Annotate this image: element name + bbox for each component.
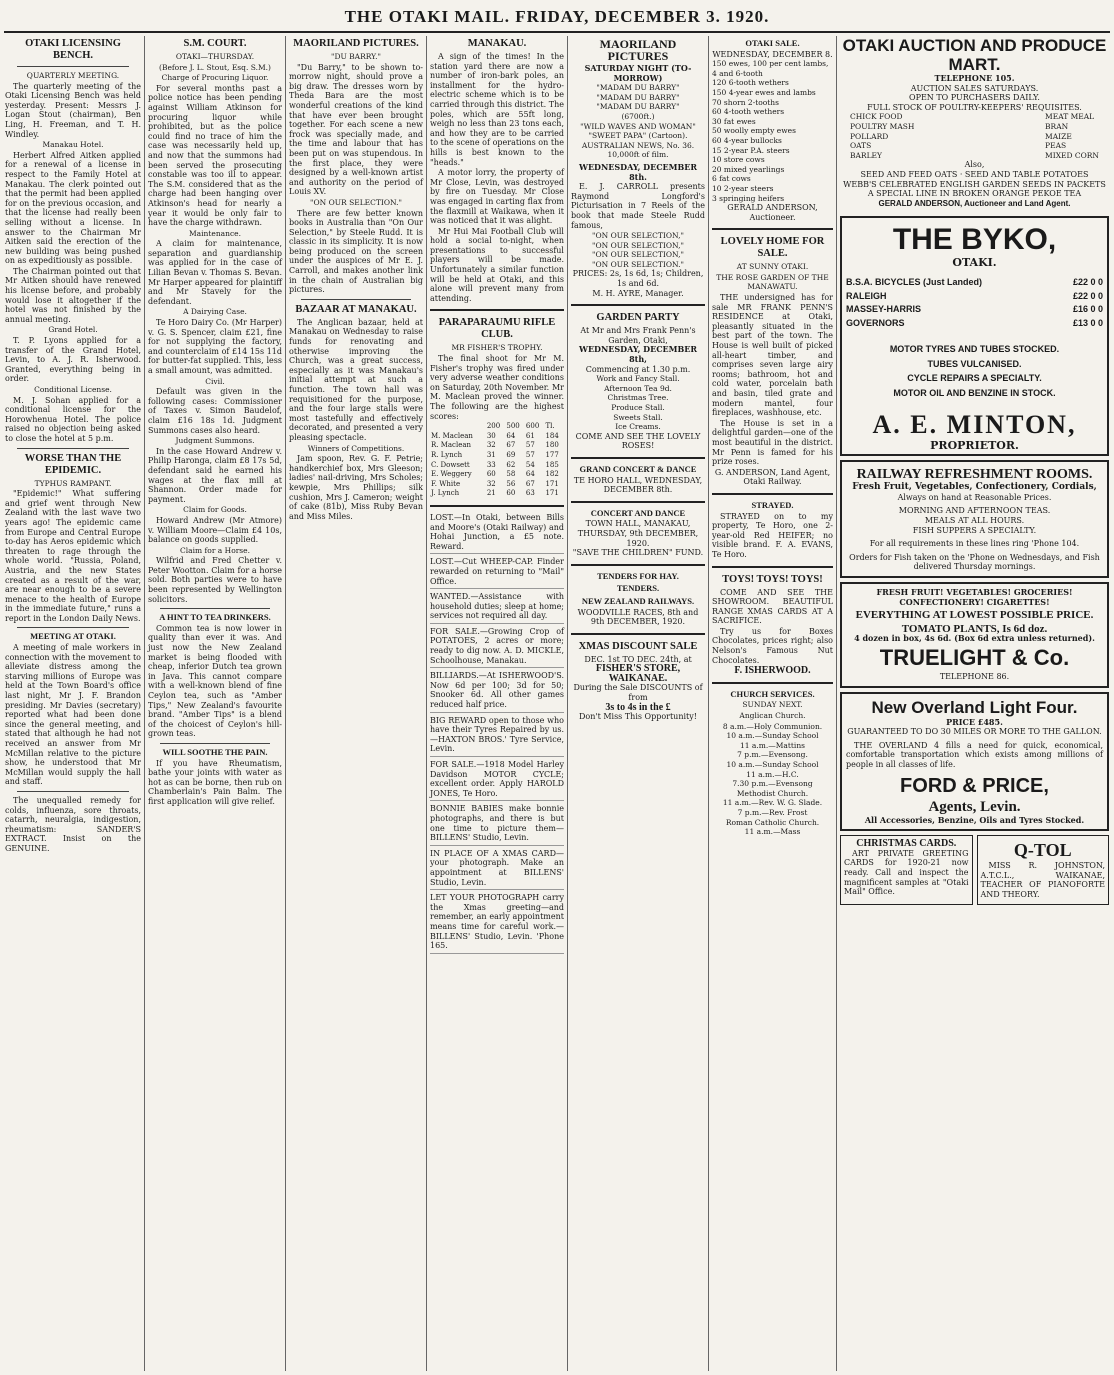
list-item: BARLEY (850, 150, 882, 160)
paragraph: "Epidemic!" What suffering and grief went through New Zealand with the last wave two years ago! The epidemic came from Europe and Central Europe to-day has Aeros epidemic which threaten to rage through the whole world. "Russia, Poland, Austria, and the new States created as a result of the war, are near enough to be a severe menace to the health of Europe in the immediate future," runs a report in the London Daily News. (5, 489, 141, 623)
list-item: CHICK FOOD (850, 112, 903, 122)
paragraph: Jam spoon, Rev. G. F. Petrie; handkerchief box, Mrs Gleeson; ladies' nail-driving, Mrs Scholes; kewpie, Mrs Phillips; silk cushion, Mrs J. Cameron; weight of cake (81b), Miss Ruby Bevan and Miss Miles. (289, 454, 423, 521)
classified-ad: IN PLACE OF A XMAS CARD—your photograph. Make an appointment at BILLENS' Studio, Levin. (430, 849, 564, 890)
paragraph: Default was given in the following cases: Commissioner of Taxes v. Simon Baudelof, claim £16 18s 1d. Judgment Summons cases also heard. (148, 387, 282, 435)
bicycle-price-row: MASSEY-HARRIS £16 0 0 (846, 304, 1103, 315)
list-item: 7.30 p.m.—Evensong (732, 779, 813, 789)
table-row: R. Lynch 31 69 57 177 (431, 450, 559, 459)
list-item: 10,000ft of film. (607, 150, 669, 160)
paragraph: Howard Andrew (Mr Atmore) v. William Moore—Claim £4 10s, balance on goods supplied. (148, 515, 282, 545)
ad-line: GERALD ANDERSON, Auctioneer. (727, 203, 818, 222)
film-list (571, 122, 705, 160)
paragraph: T. P. Lyons applied for a transfer of the Grand Hotel, Levin, to A. J. R. Isherwood. Granted, everything being in order. (5, 336, 141, 384)
list-item: PEAS (1045, 141, 1067, 151)
list-item: 50 woolly empty ewes (712, 126, 796, 136)
list-item: "WILD WAVES AND WOMAN" (580, 121, 696, 131)
ad-line: FISH SUPPERS A SPECIALTY. (912, 525, 1037, 535)
scores-table (430, 422, 564, 499)
paragraph: Try us for Boxes Chocolates, prices right; also Nelson's Famous Nut Chocolates. (712, 626, 833, 665)
paragraph: Common tea is now lower in quality than ever it was. And just now the New Zealand market is being flooded with cheap, inferior Dutch tea grown in Java. This cannot compare with a well-known blend of fine Ceylon tea, such as "Amber Tips," New Zealand's favourite brand. "Amber Tips" is a blend of the choicest of Ceylon's hill-grown teas. (148, 623, 282, 739)
list-item: "MADAM DU BARRY" (596, 102, 680, 112)
ad-line: TE HORO HALL, WEDNESDAY, DECEMBER 8th. (573, 475, 703, 495)
railway-title: RAILWAY REFRESHMENT ROOMS. (856, 467, 1093, 483)
ad-line: "SAVE THE CHILDREN" FUND. (572, 548, 704, 558)
ad-line: CYCLE REPAIRS A SPECIALTY. (907, 373, 1042, 384)
list-item: 60 4-tooth wethers (712, 107, 785, 117)
subhead: Civil. (205, 376, 225, 386)
ad-line: COME AND SEE THE LOVELY ROSES! (575, 431, 701, 451)
ad-line: FISHER'S STORE, WAIKANAE. (595, 663, 681, 684)
paragraph: Wilfrid and Fred Chetter v. Peter Wootton. Claim for a horse sold. Both parties were to have been represented by Wellington solicitors. (148, 556, 282, 604)
list-item: Methodist Church. (736, 788, 809, 798)
classified-ad: WANTED.—Assistance with household duties; sleep at home; services not required all day. (430, 592, 564, 624)
minton: A. E. MINTON, (872, 409, 1077, 439)
list-item: 7 p.m.—Evensong. (737, 750, 808, 760)
paragraph: The House is set in a delightful garden—one of the most beautiful in the district. Mr Penn is famed for his prize roses. (712, 418, 833, 467)
subhead: Maintenance. (189, 228, 241, 238)
ad-line: SEED AND FEED OATS · SEED AND TABLE POTATOES (860, 169, 1089, 179)
list-item: Sweets Stall. (613, 412, 663, 422)
list-item: "ON OUR SELECTION," (592, 231, 684, 241)
subhead: Charge of Procuring Liquor. (161, 73, 269, 83)
headline-otaki-sale: OTAKI SALE. (745, 38, 800, 48)
paragraph: If you have Rheumatism, bathe your joints with water as hot as can be borne, then rub on Chamberlain's Pain Balm. The first application will give relief. (148, 758, 282, 806)
headline-toys: TOYS! TOYS! TOYS! (722, 573, 823, 585)
list-item: AUSTRALIAN NEWS, No. 36. (581, 140, 695, 150)
list-item: BRAN (1045, 121, 1069, 131)
list-item: Roman Catholic Church. (725, 817, 820, 827)
stock-list (712, 59, 833, 203)
subhead: Manakau Hotel. (42, 140, 104, 150)
ad-railway (840, 460, 1109, 578)
bottom-ads (840, 835, 1109, 904)
headline-pain: WILL SOOTHE THE PAIN. (162, 746, 268, 757)
ad-line: 4 dozen in box, 4s 6d. (Box 6d extra unless returned). (854, 633, 1095, 644)
ad-line: WOODVILLE RACES, 8th and 9th DECEMBER, 1920. (577, 607, 699, 627)
ad-line: FULL STOCK OF POULTRY-KEEPERS' REQUISITES. (867, 102, 1082, 112)
ford-title: FORD & PRICE, (900, 774, 1049, 797)
subhead: Conditional License. (34, 385, 112, 394)
ad-line: All Accessories, Benzine, Oils and Tyres Stocked. (864, 814, 1085, 825)
column-1 (2, 36, 144, 1371)
paragraph: A motor lorry, the property of Mr Close, Levin, was destroyed by fire on Tuesday. Mr Close was engaged in carting flax from the flaxmill at Waikawa, when it was noticed that it was alight. (430, 168, 564, 226)
list-item: MIXED CORN (1045, 150, 1099, 160)
services-list (712, 722, 833, 837)
masthead-rule (4, 31, 1110, 33)
table-row: C. Dowsett 33 62 54 185 (431, 460, 559, 469)
ad-line: GERALD ANDERSON, Auctioneer and Land Agent. (878, 198, 1071, 208)
subhead: Winners of Competitions. (307, 443, 405, 453)
list-item: 150 ewes, 100 per cent lambs, 4 and 6-tooth (712, 59, 829, 78)
headline-court: S.M. COURT. (183, 38, 247, 49)
paragraph: The unequalled remedy for colds, influenza, sore throats, catarrh, neuralgia, indigestion, rheumatism: SANDER'S EXTRACT. Insist on the GENUINE. (5, 795, 141, 853)
ad-line: 3s to 4s in the £ (605, 701, 671, 713)
ad-line: TUBES VULCANISED. (927, 358, 1022, 369)
bicycle-price-row: GOVERNORS £13 0 0 (846, 317, 1103, 328)
list-item: "ON OUR SELECTION." (592, 259, 684, 269)
ad-line: PRICE £485. (946, 716, 1003, 727)
subhead: SUNDAY NEXT. (742, 700, 803, 710)
headline-concert: GRAND CONCERT & DANCE (579, 463, 697, 474)
headline-church: CHURCH SERVICES. (730, 688, 815, 699)
ad-line: Commencing at 1.30 p.m. (585, 364, 691, 374)
ad-line: For all requirements in these lines ring 'Phone 104. (869, 539, 1080, 549)
paragraph: Te Horo Dairy Co. (Mr Harper) v. G. S. Spencer, claim £21, fine for not supplying the factory, and counterclaim of £14 15s 11d for butter-fat supplied. This, less a small amount, was admitted. (148, 318, 282, 375)
list-item: "ON OUR SELECTION," (592, 240, 684, 250)
subhead: TYPHUS RAMPANT. (34, 478, 112, 488)
subhead: "DU BARRY." (331, 52, 381, 61)
ad-line: TOMATO PLANTS, Is 6d doz. (901, 622, 1048, 635)
paragraph: THE OVERLAND 4 fills a need for quick, economical, comfortable transportation which exists among millions of people in all classes of life. (846, 740, 1103, 769)
paragraph: Herbert Alfred Aitken applied for a renewal of a license in respect to the Family Hotel at Manakau. The clerk pointed out that the permit had been applied for on the previous occasion, and that the license had really been selling without a license. In answer to the Chairman Mr Aitken said the erection of the new building was being pushed on as expeditiously as possible. (5, 150, 141, 266)
ad-line: GUARANTEED TO DO 30 MILES OR MORE TO THE GALLON. (847, 727, 1102, 737)
paragraph: The Chairman pointed out that Mr Aitken should have renewed his license before, and probably would lose it altogether if the hotel was not finished by the annual meeting. (5, 266, 141, 324)
ad-line: EVERYTHING AT LOWEST POSSIBLE PRICE. (855, 609, 1094, 622)
list-item: 11 a.m.—Mass (744, 827, 801, 837)
film-list (571, 83, 705, 121)
headline-meeting: MEETING AT OTAKI. (30, 631, 116, 642)
ad-line: MEALS AT ALL HOURS. (924, 516, 1025, 526)
list-item: 10 a.m.—Sunday School (726, 731, 819, 741)
list-item: "MADAM DU BARRY" (596, 83, 680, 93)
list-item: Work and Fancy Stall. (596, 374, 680, 384)
paragraph: The Anglican bazaar, held at Manakau on Wednesday to raise funds for renovating and otherwise improving the Church, was a great success, especially as it was Manakau's initial attempt at such a function. The town hall was requisitioned for the purpose, and the four large stalls were most tastefully and effectively decorated, and presented a very pleasing spectacle. (289, 317, 423, 442)
headline-tenders: TENDERS. (616, 583, 660, 594)
paragraph: The quarterly meeting of the Otaki Licensing Bench was held yesterday. Present: Messrs J. Logan Stout (chairman), Ben Ling, H. Freeman, and T. H. Windley. (5, 81, 141, 139)
list-item: 60 4-year bullocks (712, 135, 782, 145)
subhead: OTAKI—THURSDAY. (175, 52, 255, 61)
subhead: (Before J. L. Stout, Esq. S.M.) (159, 62, 271, 72)
ad-line: During the Sale DISCOUNTS of from (573, 683, 703, 703)
ad-line: F. ISHERWOOD. (734, 665, 811, 677)
paragraph: "Du Barry," to be shown to-morrow night, should prove a big draw. The dresses worn by Theda Bara are the most wonderful creations of the kind that have ever been brought together. For each scene a new frock was specially made, and the time and labour that has been put on was stupendous. In the first place, they were designed by a well-known artist and authority on the period of Louis XV. (289, 62, 423, 197)
headline-rifle: PARAPARAUMU RIFLE CLUB. (438, 317, 556, 341)
classified-ad: LOST.—Cut WHEEP-CAP. Finder rewarded on returning to "Mail" Office. (430, 557, 564, 589)
feed-lists (840, 112, 1109, 160)
paragraph: In the case Howard Andrew v. Philip Haronga, claim £8 17s 5d, defendant said he earned his wages at the flax mill at Shannon. Order made for payment. (148, 446, 282, 504)
paragraph: Mr Hui Mai Football Club will hold a social to-night, when presentations to successful players will be made. Unfortunately a similar function will be held at Otaki, and this alone will prevent many from attending. (430, 226, 564, 303)
ad-line: Also, (964, 160, 985, 170)
list-item: "SWEET PAPA" (Cartoon). (588, 131, 688, 141)
ad-byko (840, 216, 1109, 456)
column-3 (285, 36, 426, 1371)
subhead: Claim for Goods. (183, 505, 247, 515)
headline-epidemic: WORSE THAN THE EPIDEMIC. (24, 452, 122, 476)
headline-xmas-sale: XMAS DISCOUNT SALE (578, 640, 698, 652)
ad-line: WEBB'S CELEBRATED ENGLISH GARDEN SEEDS IN PACKETS (843, 179, 1106, 189)
list-item: 11 a.m.—H.C. (746, 769, 799, 779)
byko-subtitle: OTAKI. (952, 256, 997, 270)
ad-line: OPEN TO PURCHASERS DAILY. (909, 93, 1040, 103)
ad-line: PROPRIETOR. (930, 438, 1019, 452)
subhead: THE ROSE GARDEN OF THE MANAWATU. (716, 272, 829, 292)
paragraph: A claim for maintenance, separation and guardianship was applied for in the case of Lilian Bevan v. Thomas S. Bevan. Mr Harper appeared for plaintiff and Mr Stavely for the defendant. (148, 239, 282, 306)
bicycle-prices (846, 278, 1103, 328)
list-item: Afternoon Tea 9d. (604, 383, 672, 393)
column-7 (836, 36, 1112, 1371)
list-item: POULTRY MASH (850, 121, 915, 131)
headline-concert-dance: CONCERT AND DANCE (590, 507, 686, 518)
ad-line: FRESH FRUIT! VEGETABLES! GROCERIES! CONFECTIONERY! CIGARETTES! (876, 587, 1073, 607)
ad-line: A SPECIAL LINE IN BROKEN ORANGE PEKOE TEA (867, 189, 1082, 199)
xmas-cards-title: CHRISTMAS CARDS. (856, 838, 957, 850)
list-item: (6700ft.) (621, 111, 655, 121)
paragraph: M. J. Sohan applied for a conditional license for the Horowhenua Hotel. The police raised no objection being asked to close the hotel at 5 p.m. (5, 395, 141, 443)
table-row: M. Maclean 30 64 61 184 (431, 431, 559, 440)
ad-auction-title: OTAKI AUCTION AND PRODUCE MART. (842, 36, 1107, 74)
list-item: 10 2-year steers (712, 183, 774, 193)
list-item: OATS (850, 141, 872, 151)
list-item: 70 shorn 2-tooths (712, 97, 779, 107)
overland-title: New Overland Light Four. (871, 697, 1078, 717)
ad-line: Always on hand at Reasonable Prices. (897, 492, 1052, 502)
list-item: 11 a.m.—Rev. W. G. Slade. (722, 798, 823, 808)
classified-ad: BONNIE BABIES make bonnie photographs, and there is but one time to picture them—BILLENS' Studio, Levin. (430, 804, 564, 845)
headline-bazaar: BAZAAR AT MANAKAU. (295, 303, 417, 315)
list-item: 10 a.m.—Sunday School (726, 760, 819, 769)
column-2 (144, 36, 285, 1371)
subhead: A Dairying Case. (183, 307, 247, 317)
paragraph: THE undersigned has for sale MR FRANK PENN'S RESIDENCE at Otaki, pleasantly situated in the best part of the town. The House is well built of picked all-heart timber, and comprises seven large airy rooms; bathroom, hot and cold water, porcelain bath and basin, tiled grate and modern mantel, four fireplaces, washhouse, etc. (712, 293, 833, 418)
headline-licensing: OTAKI LICENSING BENCH. (25, 38, 121, 61)
list-item: MAIZE (1045, 131, 1072, 141)
ad-maoriland-title: MAORILAND PICTURES (599, 37, 677, 63)
paragraph: COME AND SEE THE SHOWROOM. BEAUTIFUL RANGE XMAS CARDS AT A SACRIFICE. (712, 587, 833, 626)
list-item: Ice Creams. (615, 422, 661, 432)
ad-line: Don't Miss This Opportunity! (578, 712, 697, 722)
paragraph: A sign of the times! In the station yard there are now a number of iron-bark poles, an installment for the hydro-electric scheme which is to be carried through this district. The poles, which are 55ft long, weigh no less than 23 tons each, and how they are to be carried to the scene of operations on the hills is best known to the "heads." (430, 52, 564, 167)
list-item: 20 mixed yearlings (712, 164, 785, 174)
list-item: Christmas Tree. (607, 393, 669, 403)
classified-ads (430, 513, 564, 954)
list-item: POLLARD (850, 131, 889, 141)
table-row: E. Weggery 60 58 64 182 (431, 470, 559, 479)
ad-truelight (840, 582, 1109, 688)
ad-line: WEDNESDAY, DECEMBER 8th. (578, 161, 698, 182)
classified-ad: LOST.—In Otaki, between Bills and Moore's (Otaki Railway) and Hohai Junction, a £5 note. Reward. (430, 513, 564, 554)
qtol-title: Q-TOL (1013, 840, 1072, 861)
paragraph: There are few better known books in Australia than "On Our Selection," by Steele Rudd. It is classic in its simplicity. It is now being produced on the screen under the auspices of Mr E. J. Carroll, and makes another link in the chain of Australian big pictures. (289, 208, 423, 295)
ad-line: G. ANDERSON, Land Agent, Otaki Railway. (714, 467, 831, 487)
subhead: Grand Hotel. (48, 325, 98, 335)
classified-ad: BILLIARDS.—At ISHERWOOD'S. Now 6d per 100; 3d for 50; Snooker 6d. All other games reduced half price. (430, 671, 564, 712)
ad-line: Fresh Fruit, Vegetables, Confectionery, Cordials, (852, 482, 1097, 493)
column-4 (426, 36, 567, 1371)
list-item: 150 4-year ewes and lambs (712, 87, 816, 97)
table-row: 200 500 600 Tl. (486, 422, 555, 431)
list-item: 120 6-tooth wethers (712, 78, 789, 88)
stall-list (571, 374, 705, 432)
paragraph: MISS R. JOHNSTON, A.T.C.L., WAIKANAE, TEACHER OF PIANOFORTE AND THEORY. (980, 861, 1105, 899)
list-item: MEAT MEAL (1045, 112, 1095, 122)
ad-line: TELEPHONE 105. (934, 73, 1015, 83)
masthead: THE OTAKI MAIL. FRIDAY, DECEMBER 3. 1920. (344, 7, 770, 26)
list-item: 8 a.m.—Holy Communion. (722, 721, 823, 731)
list-item: 30 fat ewes (712, 116, 756, 126)
paragraph: E. J. CARROLL presents Raymond Longford's Picturisation in 7 Reels of the book that made Steele Rudd famous, (571, 182, 705, 230)
table-row: R. Maclean 32 67 57 180 (431, 441, 559, 450)
list-item: 7 p.m.—Rev. Frost (737, 807, 808, 817)
subhead: AT SUNNY OTAKI. (736, 262, 809, 272)
classified-ad: BIG REWARD open to those who have their Tyres Repaired by us.—HAXTON BROS.' Tyre Service, Levin. (430, 716, 564, 757)
paragraph: A meeting of male workers in connection with the movement to alleviate distress among the starving millions of Europe was held at the Town Board's office last night, Mr J. F. Brandon presiding. Mr Davies (secretary) reported what had been done since the general meeting, and stated that although he had not received an answer from Mr McMillan relative to the picture show, he understood that Mr McMillan would supply the hall and staff. (5, 643, 141, 787)
truelight-title: TRUELIGHT & Co. (879, 644, 1070, 670)
ad-line: At Mr and Mrs Frank Penn's Garden, Otaki, (580, 326, 696, 345)
byko-title: THE BYKO, (892, 223, 1057, 257)
subhead: Judgment Summons. (175, 436, 255, 446)
classified-ad: LET YOUR PHOTOGRAPH carry the Xmas greeting—and remember, an early appointment means time for careful work.—BILLENS' Studio, Levin. 'Phone 165. (430, 893, 564, 954)
headline-garden-party: GARDEN PARTY (596, 312, 680, 324)
list-item: 15 2-year P.A. steers (712, 145, 790, 155)
bicycle-price-row: RALEIGH £22 0 0 (846, 290, 1103, 301)
headline-tea: A HINT TO TEA DRINKERS. (159, 612, 271, 623)
ad-line: MORNING AND AFTERNOON TEAS. (898, 506, 1051, 516)
list-item: 3 springing heifers (712, 193, 785, 203)
ad-line: PRICES: 2s, 1s 6d, 1s; Children, 1s and 6d. (572, 269, 704, 289)
classified-ad: FOR SALE.—Growing Crop of POTATOES, 2 acres or more; ready to dig now. A. D. MICKLE, Schoolhouse, Manakau. (430, 627, 564, 668)
list-item: 11 a.m.—Mattins (739, 740, 806, 750)
ad-line: TOWN HALL, MANAKAU, THURSDAY, 9th DECEMBER, 1920. (577, 519, 699, 548)
column-5 (567, 36, 708, 1371)
film-list (571, 231, 705, 269)
headline-hay: TENDERS FOR HAY. (597, 570, 679, 581)
classified-ad: FOR SALE.—1918 Model Harley Davidson MOTOR CYCLE; excellent order. Apply HAROLD JONES, Te Horo. (430, 760, 564, 801)
subhead: Claim for a Horse. (180, 545, 250, 555)
headline-strayed: STRAYED. (751, 499, 794, 510)
ad-line: MOTOR TYRES AND TUBES STOCKED. (889, 344, 1060, 355)
headline-manakau: MANAKAU. (467, 38, 527, 49)
headline-maoriland: MAORILAND PICTURES. (293, 38, 419, 49)
table-row: J. Lynch 21 60 63 171 (431, 489, 559, 498)
paragraph: STRAYED on to my property, Te Horo, one 2-year-old Red HEIFER; no visible brand. F. A. EVANS, Te Horo. (712, 511, 833, 559)
list-item: "ON OUR SELECTION," (592, 250, 684, 260)
ad-line: WEDNESDAY, DECEMBER 8. (712, 49, 833, 59)
ad-line: AUCTION SALES SATURDAYS. (910, 83, 1039, 93)
list-item: Produce Stall. (611, 403, 665, 412)
list-item: 10 store cows (712, 155, 765, 165)
headline-lovely-home: LOVELY HOME FOR SALE. (720, 236, 825, 260)
headline-railways: NEW ZEALAND RAILWAYS. (581, 595, 695, 606)
paragraph: For several months past a police notice has been pending against William Atkinson for procuring liquor while prohibited, but as the police could find no trace of him the case was necessarily held up, and now that the summons had been served the prosecuting constable was too ill to appear. The S.M. considered that as the charge had been hanging over Atkinson's head for nearly a year it would be only fair to have the charge withdrawn. (148, 83, 282, 228)
list-item: 6 fat cows (712, 174, 751, 184)
table-row: F. White 32 56 67 171 (431, 479, 559, 488)
subhead: "ON OUR SELECTION." (310, 197, 402, 207)
ad-line: SATURDAY NIGHT (TO-MORROW) (584, 63, 692, 83)
subhead: Anglican Church. (739, 711, 806, 721)
bicycle-price-row: B.S.A. BICYCLES (Just Landed) £22 0 0 (846, 276, 1103, 287)
ad-line: TELEPHONE 86. (939, 671, 1010, 681)
list-item: "MADAM DU BARRY" (596, 92, 680, 102)
ad-line: DEC. 1st TO DEC. 24th, at (584, 654, 692, 664)
ad-line: M. H. AYRE, Manager. (592, 288, 684, 298)
column-6 (708, 36, 836, 1371)
ad-line: Agents, Levin. (928, 798, 1021, 815)
paragraph: The final shoot for Mr M. Fisher's trophy was fired under very adverse weather conditions on Saturday, 20th November. Mr M. Maclean proved the winner. The following are the highest scores: (430, 354, 564, 421)
subhead: MR FISHER'S TROPHY. (451, 343, 543, 353)
ad-line: Orders for Fish taken on the 'Phone on Wednesdays, and Fish delivered Thursday mornings. (849, 552, 1100, 572)
subhead: QUARTERLY MEETING. (26, 71, 120, 80)
paragraph: ART PRIVATE GREETING CARDS for 1920-21 now ready. Call and inspect the magnificent samples at "Otaki Mail" Office. (844, 848, 969, 897)
ad-line: WEDNESDAY, DECEMBER 8th, (578, 344, 698, 365)
ad-line: MOTOR OIL AND BENZINE IN STOCK. (893, 388, 1056, 399)
ad-overland (840, 692, 1109, 832)
